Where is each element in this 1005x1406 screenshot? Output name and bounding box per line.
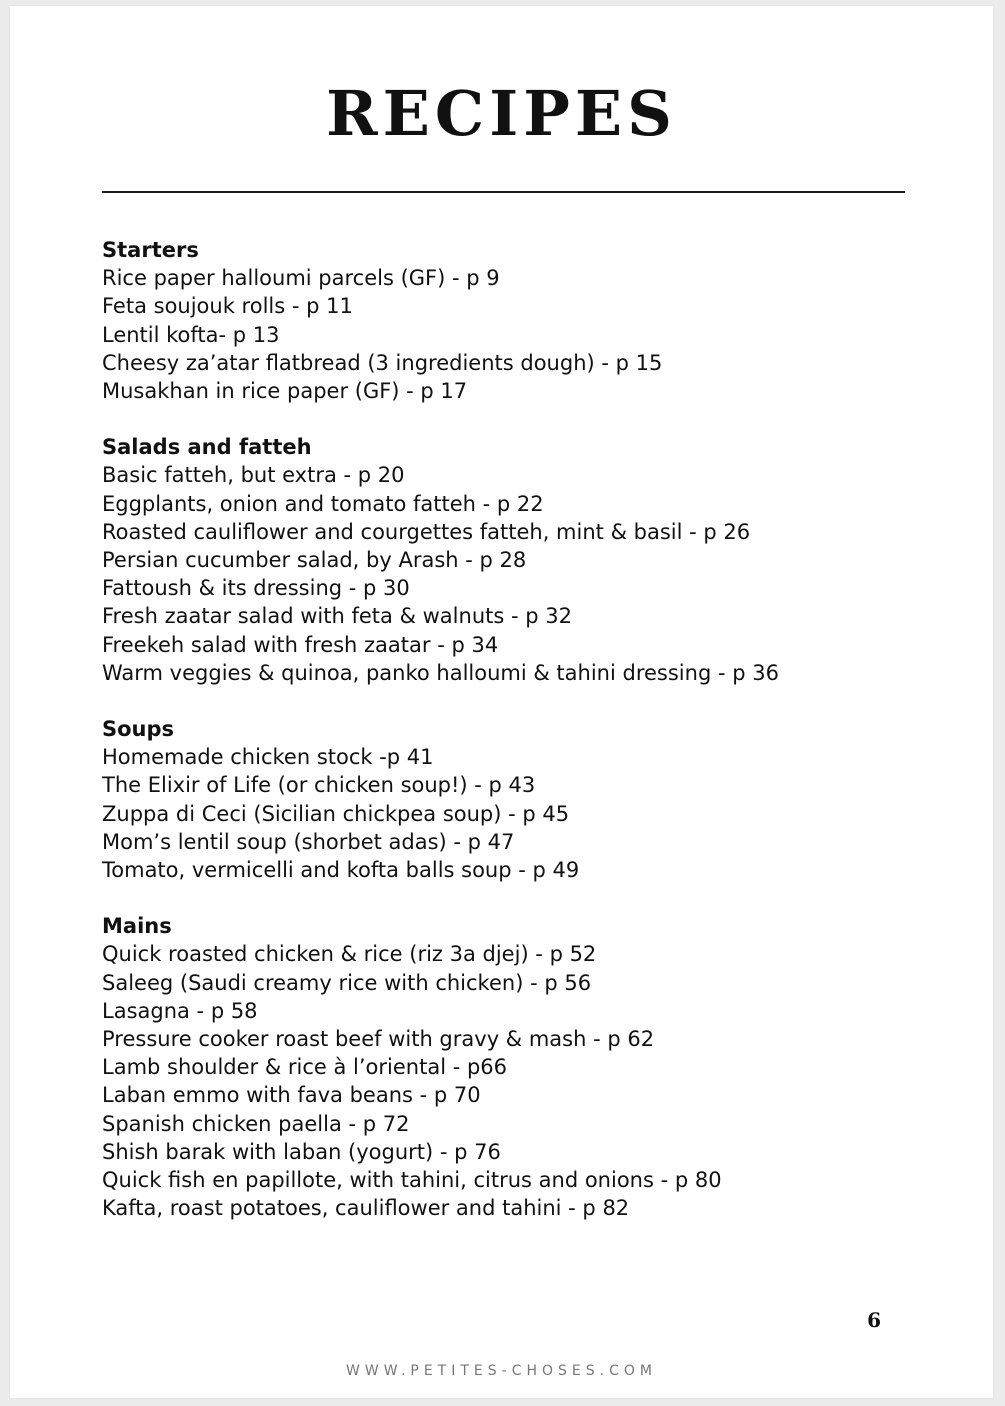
- recipe-entry: Tomato, vermicelli and kofta balls soup - p 49: [102, 858, 580, 883]
- recipe-entry: Laban emmo with fava beans - p 70: [102, 1083, 481, 1108]
- recipe-entry: Lamb shoulder & rice à l’oriental - p66: [102, 1055, 508, 1080]
- section-salads-and-fatteh: [102, 433, 902, 687]
- page-title: RECIPES: [326, 77, 677, 150]
- recipe-entry: Pressure cooker roast beef with gravy & mash - p 62: [102, 1027, 655, 1052]
- recipe-entry: Freekeh salad with fresh zaatar - p 34: [102, 632, 499, 657]
- section-heading: Starters: [102, 238, 199, 262]
- recipe-entry: Shish barak with laban (yogurt) - p 76: [102, 1139, 501, 1164]
- recipe-entry: Cheesy za’atar flatbread (3 ingredients dough) - p 15: [102, 350, 663, 375]
- recipe-entry: Homemade chicken stock -p 41: [102, 745, 434, 770]
- recipe-entry: Persian cucumber salad, by Arash - p 28: [102, 548, 527, 573]
- section-heading: Soups: [102, 717, 175, 742]
- recipe-entry: Rice paper halloumi parcels (GF) - p 9: [102, 266, 500, 291]
- recipe-entry: Basic fatteh, but extra - p 20: [102, 463, 405, 488]
- recipe-entry: Mom’s lentil soup (shorbet adas) - p 47: [102, 829, 515, 854]
- recipe-index: [102, 236, 902, 1251]
- recipe-entry: Spanish chicken paella - p 72: [102, 1111, 410, 1136]
- recipe-entry: Saleeg (Saudi creamy rice with chicken) - p 56: [102, 970, 592, 995]
- title-divider: [102, 191, 905, 193]
- recipe-entry: Feta soujouk rolls - p 11: [102, 294, 353, 319]
- recipe-entry: Fattoush & its dressing - p 30: [102, 576, 410, 601]
- recipe-entry: Fresh zaatar salad with feta & walnuts - p 32: [102, 604, 572, 629]
- recipe-entry: Zuppa di Ceci (Sicilian chickpea soup) - p 45: [102, 801, 570, 826]
- recipe-entry: Quick roasted chicken & rice (riz 3a djej) - p 52: [102, 942, 597, 967]
- section-heading: Mains: [102, 914, 172, 939]
- recipe-entry: Musakhan in rice paper (GF) - p 17: [102, 379, 468, 404]
- recipe-entry: Kafta, roast potatoes, cauliflower and tahini - p 82: [102, 1196, 630, 1221]
- document-page: [10, 6, 993, 1398]
- page-number: 6: [867, 1308, 881, 1332]
- recipe-entry: The Elixir of Life (or chicken soup!) - p 43: [102, 773, 536, 798]
- section-mains: [102, 912, 902, 1222]
- recipe-entry: Lasagna - p 58: [102, 998, 258, 1023]
- recipe-entry: Quick fish en papillote, with tahini, citrus and onions - p 80: [102, 1168, 722, 1193]
- recipe-entry: Lentil kofta- p 13: [102, 322, 280, 347]
- recipe-entry: Eggplants, onion and tomato fatteh - p 22: [102, 491, 544, 516]
- website-footer: WWW.PETITES-CHOSES.COM: [346, 1363, 657, 1379]
- recipe-entry: Roasted cauliflower and courgettes fatteh, mint & basil - p 26: [102, 519, 751, 544]
- section-starters: [102, 236, 902, 405]
- section-heading: Salads and fatteh: [102, 435, 312, 460]
- section-soups: [102, 715, 902, 884]
- recipe-entry: Warm veggies & quinoa, panko halloumi & tahini dressing - p 36: [102, 660, 779, 685]
